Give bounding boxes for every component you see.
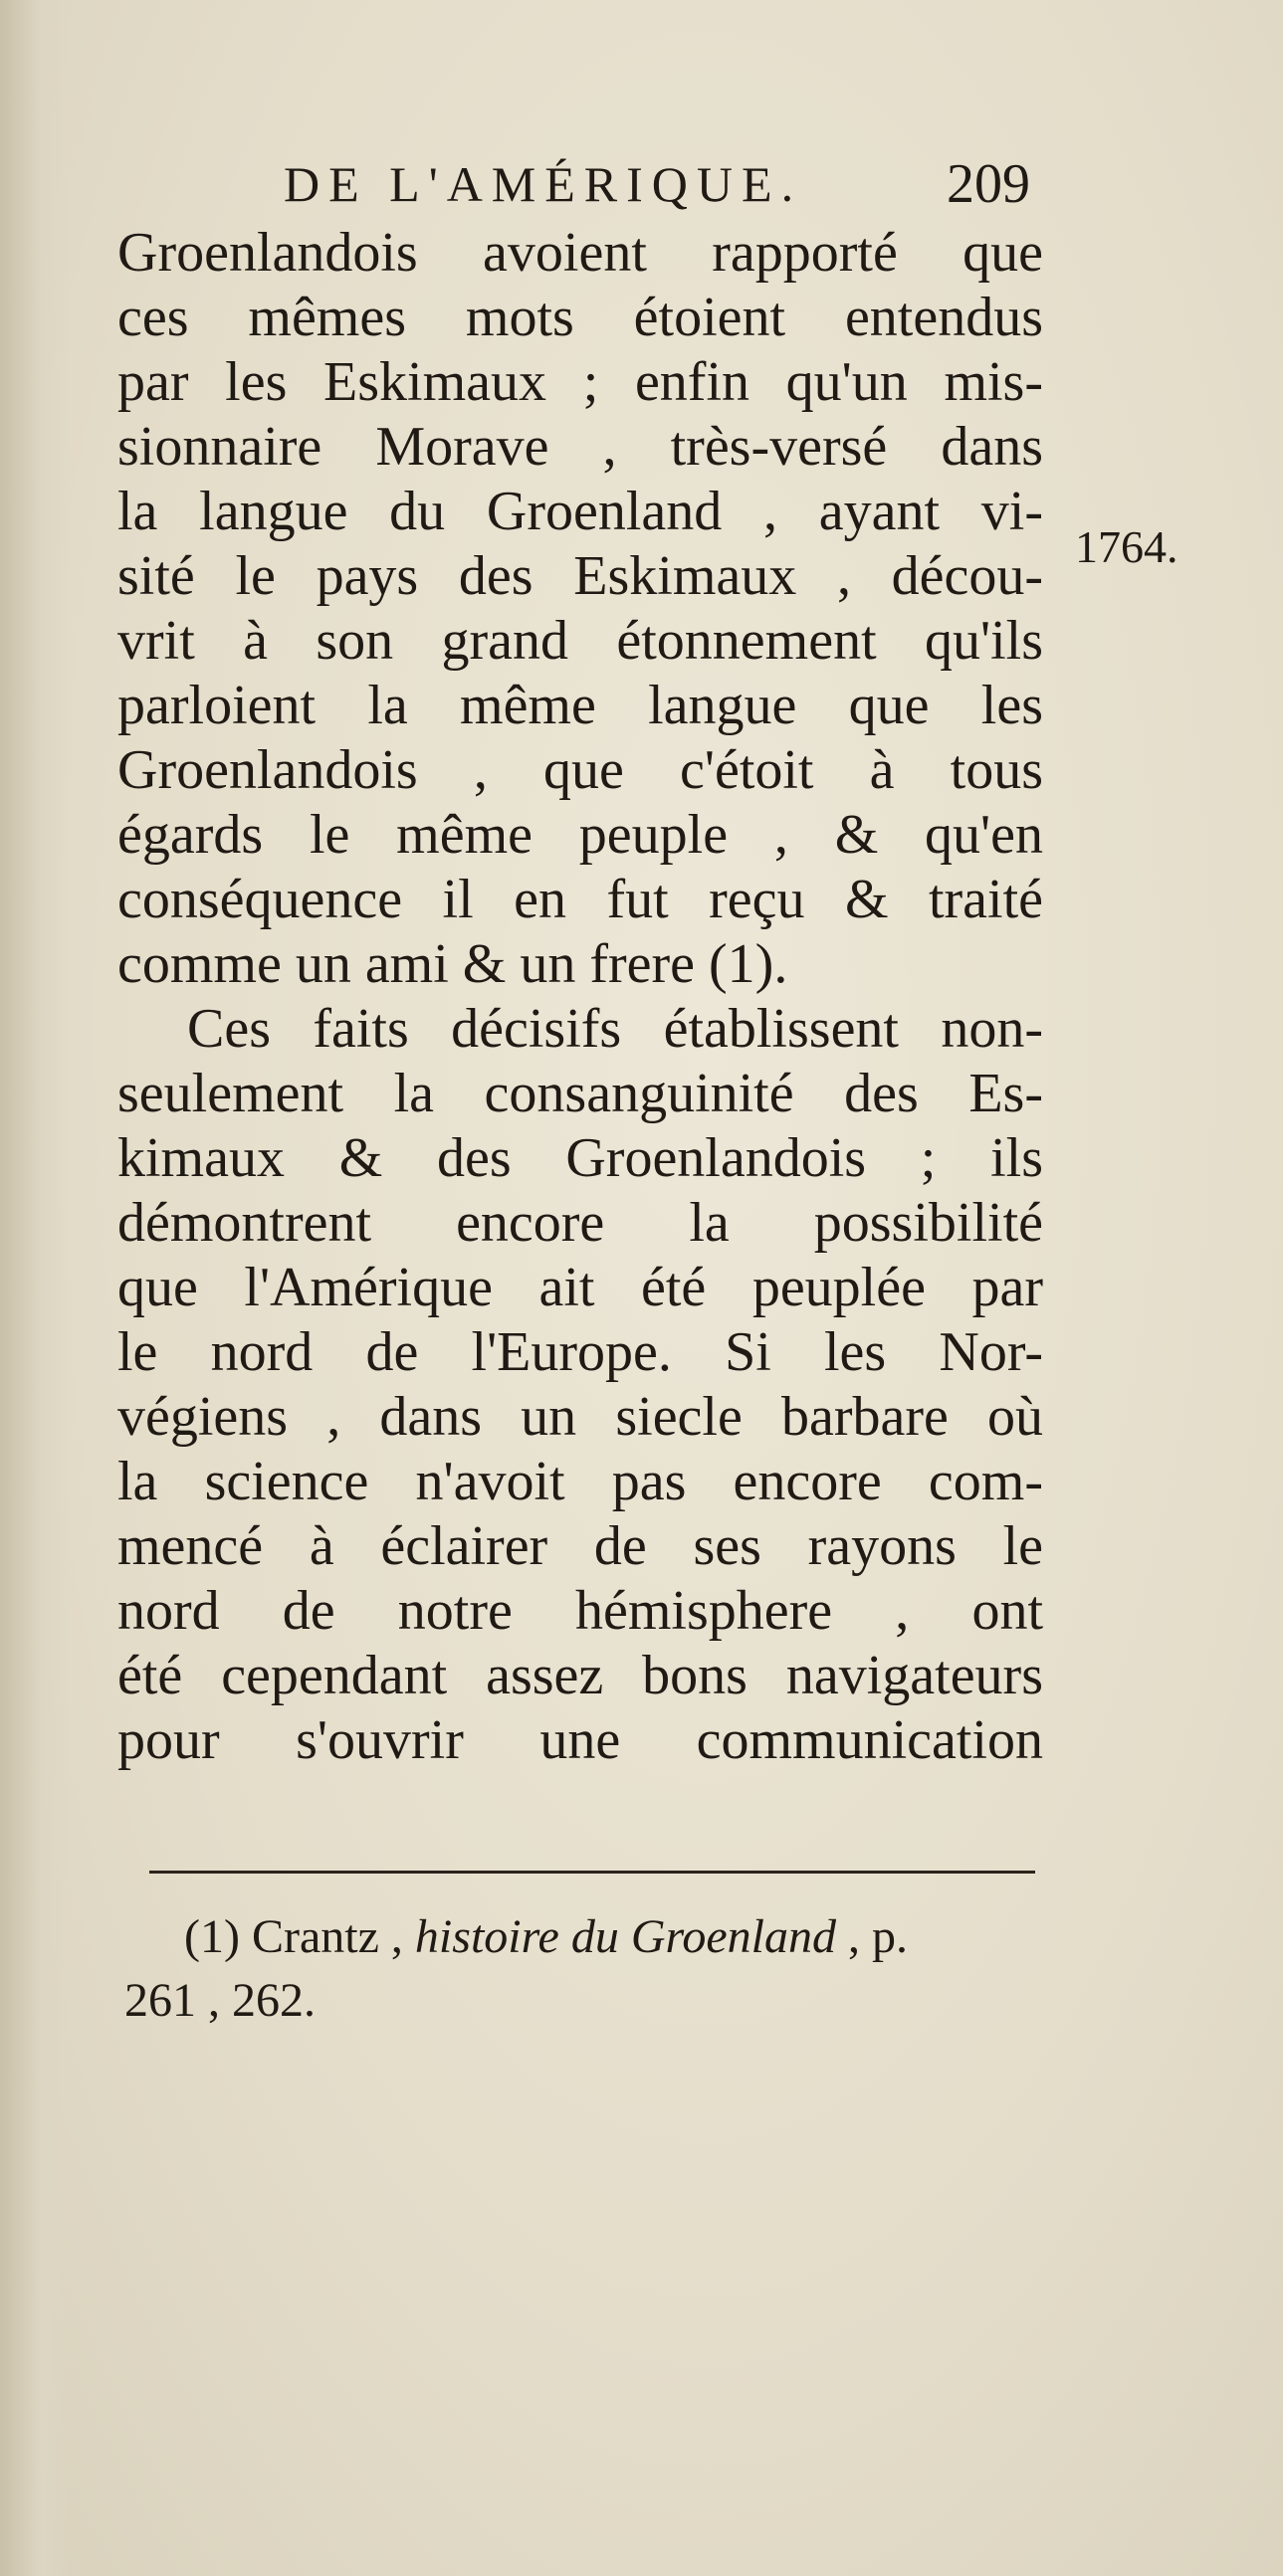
footnote-marker: (1) Crantz , xyxy=(184,1910,403,1963)
text-line: kimaux & des Groenlandois ; ils xyxy=(117,1127,1043,1189)
text-line: Groenlandois avoient rapporté que xyxy=(117,222,1043,284)
paragraph-end-line: comme un ami & un frere (1). xyxy=(117,933,788,995)
page-number: 209 xyxy=(947,153,1030,215)
paragraph-start-line: Ces faits décisifs établissent non- xyxy=(187,998,1043,1060)
text-line: parloient la même langue que les xyxy=(117,675,1043,736)
footnote-rule xyxy=(149,1871,1035,1874)
page-gutter xyxy=(0,0,70,2576)
text-line: Groenlandois , que c'étoit à tous xyxy=(117,739,1043,801)
footnote-suffix: , p. xyxy=(848,1910,909,1963)
text-line: démontrent encore la possibilité xyxy=(117,1192,1043,1254)
text-line: végiens , dans un siecle barbare où xyxy=(117,1386,1043,1448)
text-line: le nord de l'Europe. Si les Nor- xyxy=(117,1321,1043,1383)
text-line: sité le pays des Eskimaux , décou- xyxy=(117,545,1043,607)
footnote xyxy=(124,1905,1050,2033)
margin-year-note: 1764. xyxy=(1075,521,1178,572)
text-line: la langue du Groenland , ayant vi- xyxy=(117,481,1043,542)
text-line: ces mêmes mots étoient entendus xyxy=(117,287,1043,348)
text-line: conséquence il en fut reçu & traité xyxy=(117,869,1043,930)
text-line: pour s'ouvrir une communication xyxy=(117,1709,1043,1771)
text-line: mencé à éclairer de ses rayons le xyxy=(117,1515,1043,1577)
text-line: la science n'avoit pas encore com- xyxy=(117,1451,1043,1512)
text-line: seulement la consanguinité des Es- xyxy=(117,1063,1043,1124)
running-head: DE L'AMÉRIQUE. xyxy=(284,156,803,212)
body-text xyxy=(117,221,1043,1773)
page-header xyxy=(284,149,1050,219)
footnote-continuation: 261 , 262. xyxy=(124,1974,316,2027)
text-line: égards le même peuple , & qu'en xyxy=(117,804,1043,866)
footnote-title: histoire du Groenland xyxy=(414,1910,837,1963)
text-line: que l'Amérique ait été peuplée par xyxy=(117,1257,1043,1318)
text-line: vrit à son grand étonnement qu'ils xyxy=(117,610,1043,672)
text-line: nord de notre hémisphere , ont xyxy=(117,1580,1043,1642)
text-line: sionnaire Morave , très-versé dans xyxy=(117,416,1043,478)
text-line: par les Eskimaux ; enfin qu'un mis- xyxy=(117,351,1043,413)
text-line: été cependant assez bons navigateurs xyxy=(117,1645,1043,1706)
footnote-line xyxy=(184,1905,1050,1969)
